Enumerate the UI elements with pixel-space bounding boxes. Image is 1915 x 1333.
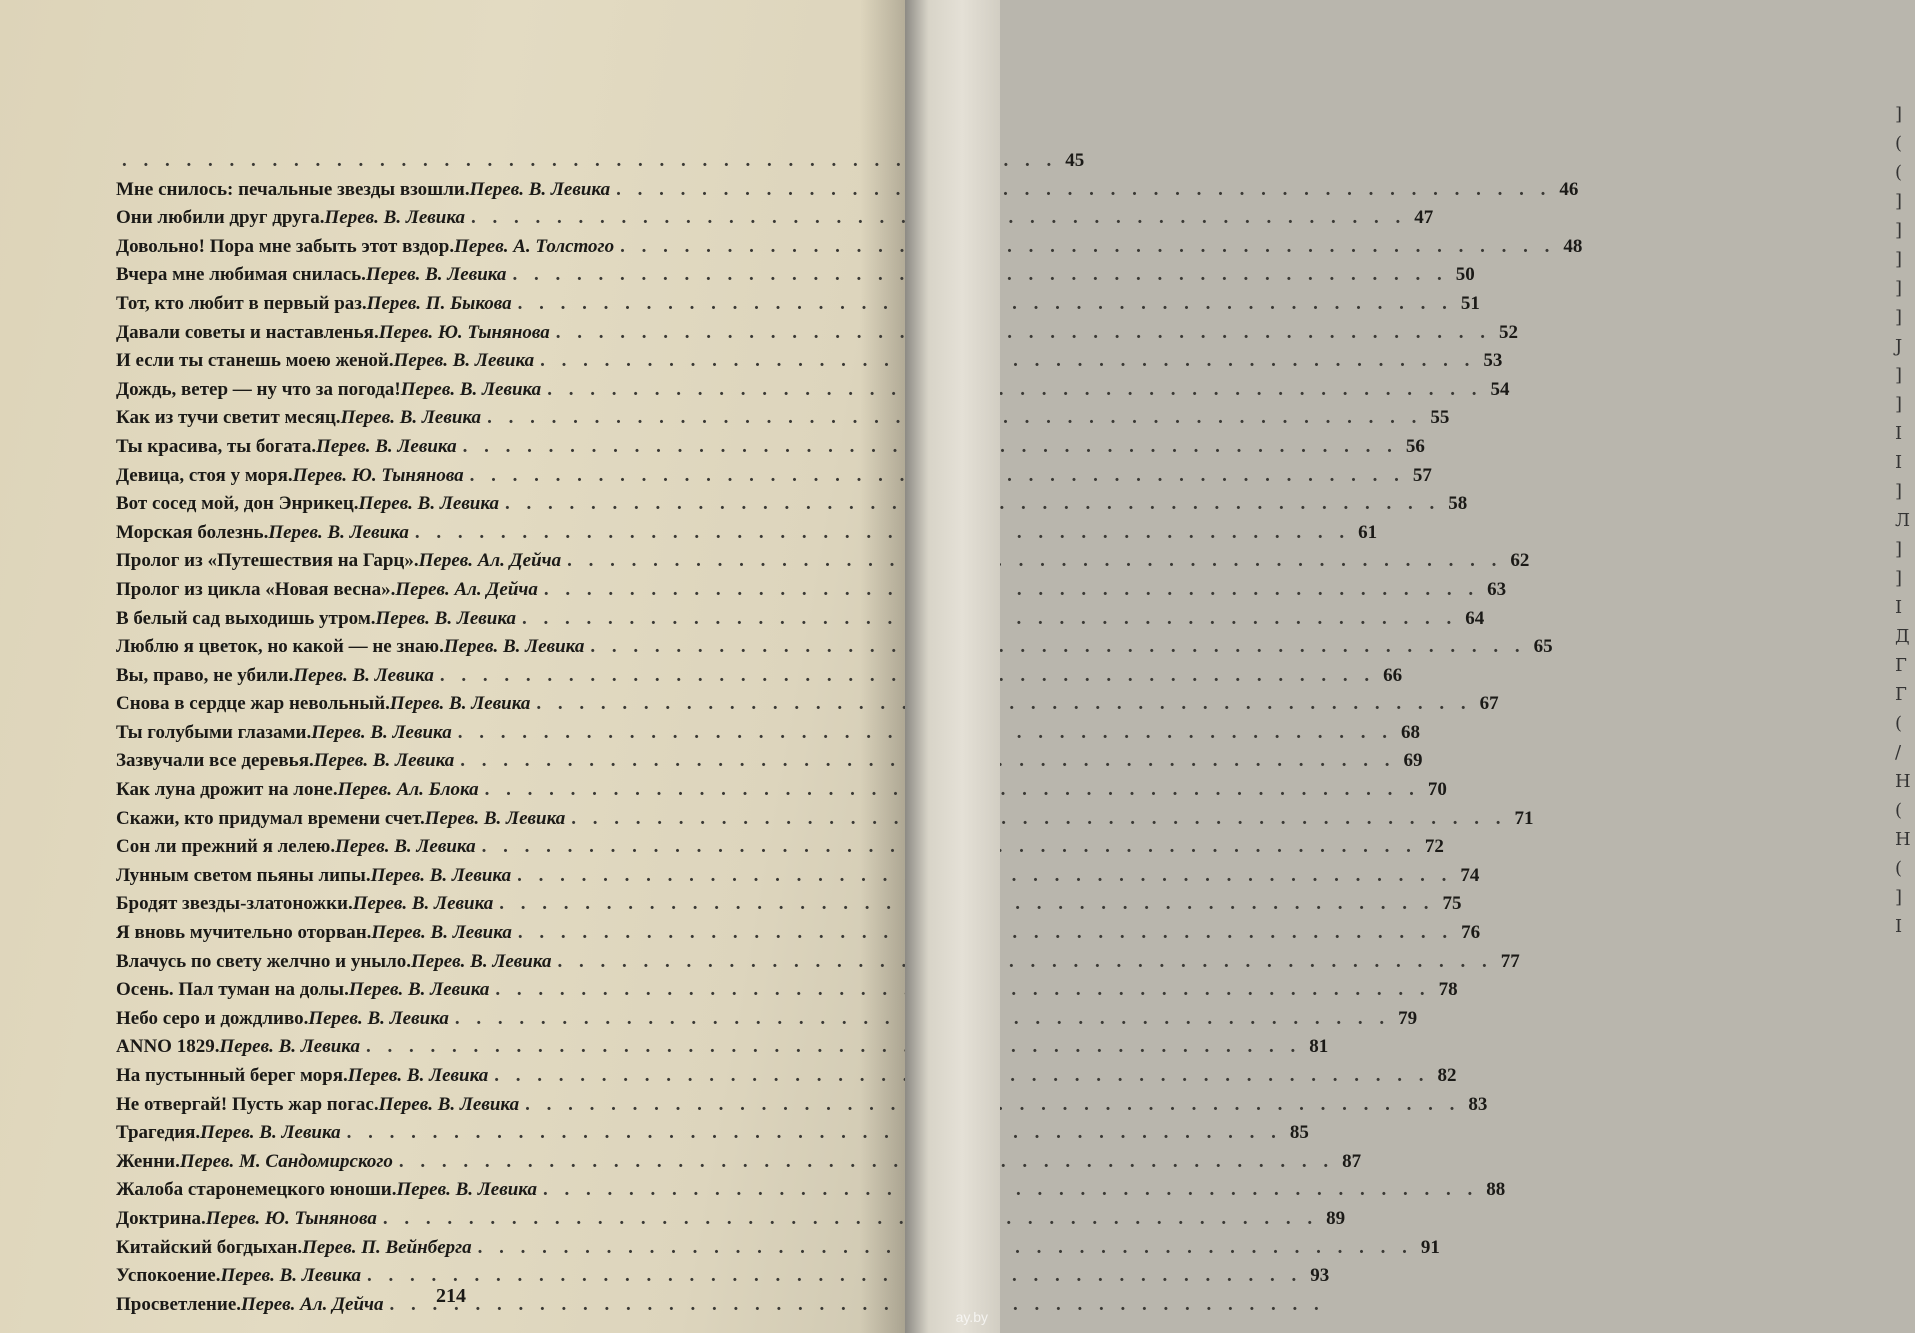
- dot-leader: [390, 1294, 1325, 1316]
- toc-row: [116, 1036, 1329, 1065]
- toc-title: Доктрина.: [116, 1207, 206, 1229]
- toc-title: Жалоба старонемецкого юноши.: [116, 1179, 397, 1201]
- toc-page-number: 77: [1500, 950, 1520, 972]
- toc-row: [116, 407, 1450, 436]
- toc-page-number: 64: [1465, 607, 1485, 629]
- facing-letter: ]: [1895, 278, 1903, 299]
- toc-translator: Перев. В. Левика: [313, 750, 455, 772]
- toc-row: [116, 750, 1423, 779]
- facing-letter: ]: [1895, 365, 1903, 386]
- toc-translator: Перев. В. Левика: [371, 922, 512, 944]
- dot-leader: [367, 1265, 1302, 1287]
- toc-title: Осень. Пал туман на долы.: [116, 979, 349, 1001]
- toc-page-number: 85: [1289, 1122, 1309, 1144]
- facing-letter: ]: [1895, 220, 1903, 241]
- dot-leader: [571, 808, 1506, 830]
- facing-letter: Н: [1895, 829, 1911, 850]
- toc-title: Они любили друг друга.: [116, 207, 325, 229]
- toc-translator: Перев. В. Левика: [375, 607, 517, 629]
- toc-page-number: 93: [1310, 1265, 1330, 1287]
- page-number: 214: [436, 1285, 466, 1307]
- toc-page-number: 45: [1065, 150, 1085, 171]
- facing-letter: I: [1895, 452, 1903, 473]
- toc-translator: Перев. В. Левика: [340, 407, 482, 429]
- toc-title: Давали советы и наставленья.: [116, 321, 379, 343]
- toc-page-number: 69: [1403, 750, 1423, 772]
- toc-row: [116, 207, 1434, 236]
- toc-page-number: 76: [1461, 922, 1481, 944]
- toc-page-number: 53: [1483, 350, 1503, 372]
- toc-translator: Перев. В. Левика: [443, 636, 585, 658]
- dot-leader: [567, 550, 1502, 572]
- toc-title: Вот сосед мой, дон Энрикец.: [116, 493, 359, 515]
- toc-page-number: 83: [1468, 1093, 1488, 1115]
- toc-page-number: 52: [1499, 321, 1518, 343]
- toc-row: [116, 836, 1444, 865]
- toc-translator: Перев. В. Левика: [393, 350, 535, 372]
- toc-page-number: 62: [1510, 550, 1530, 572]
- facing-letter: I: [1895, 916, 1903, 937]
- toc-translator: Перев. В. Левика: [308, 1007, 449, 1029]
- facing-letter: (: [1895, 162, 1903, 183]
- toc-row: [116, 521, 1378, 551]
- toc-title: Люблю я цветок, но какой — не знаю.: [116, 636, 444, 658]
- toc-row: [116, 264, 1475, 293]
- facing-letter: Н: [1895, 771, 1911, 792]
- facing-letter: ]: [1895, 191, 1903, 212]
- dot-leader: [366, 1036, 1301, 1058]
- toc-row: [116, 321, 1518, 351]
- toc-row: [116, 292, 1480, 322]
- toc-title: Ты красива, ты богата.: [116, 435, 317, 457]
- toc-translator: Перев. В. Левика: [316, 435, 457, 457]
- dot-leader: [556, 322, 1491, 344]
- toc-page-number: 71: [1514, 807, 1534, 829]
- facing-letter: ]: [1895, 887, 1903, 908]
- toc-title: Влачусь по свету желчно и уныло.: [116, 950, 412, 972]
- toc-page-number: 55: [1430, 407, 1450, 429]
- toc-row: [116, 493, 1468, 522]
- toc-translator: Перев. В. Левика: [400, 378, 542, 400]
- facing-letter: (: [1895, 133, 1903, 154]
- toc-title: Ты голубыми глазами.: [116, 721, 312, 743]
- toc-page-number: 82: [1437, 1065, 1457, 1086]
- toc-title: Как луна дрожит на лоне.: [116, 779, 338, 801]
- facing-letter: ]: [1895, 307, 1903, 328]
- toc-row: [116, 721, 1420, 751]
- toc-translator: Перев. Ал. Дейча: [418, 550, 562, 572]
- toc-translator: Перев. Ал. Блока: [337, 779, 479, 801]
- facing-letter: (: [1895, 713, 1903, 734]
- toc-title: Небо серо и дождливо.: [116, 1007, 309, 1029]
- toc-page-number: 75: [1442, 893, 1462, 915]
- toc-row: [116, 950, 1520, 980]
- toc-page-number: 58: [1448, 493, 1468, 515]
- toc-translator: Перев. В. Левика: [347, 1065, 489, 1086]
- toc-page-number: 66: [1383, 664, 1403, 686]
- toc-translator: Перев. Ю. Тынянова: [292, 464, 464, 486]
- toc-title: Мне снилось: печальные звезды взошли.: [116, 178, 470, 200]
- dot-leader: [536, 693, 1471, 715]
- toc-row: [116, 378, 1510, 408]
- toc-translator: Перев. В. Левика: [469, 178, 611, 200]
- toc-title: Вчера мне любимая снилась.: [116, 264, 366, 286]
- toc-title: Трагедия.: [116, 1122, 201, 1144]
- facing-letter: Г: [1895, 655, 1907, 676]
- facing-letter: /: [1895, 742, 1902, 763]
- toc-row: [116, 893, 1462, 922]
- toc-page-number: 70: [1427, 779, 1447, 801]
- toc-row: [116, 464, 1432, 494]
- toc-title: Как из тучи светит месяц.: [116, 407, 341, 429]
- toc-row: [116, 864, 1480, 894]
- toc-translator: Перев. В. Левика: [348, 979, 490, 1001]
- toc-title: Морская болезнь.: [116, 521, 269, 543]
- toc-title: Пролог из «Путешествия на Гарц».: [116, 550, 419, 572]
- toc-page-number: 74: [1460, 864, 1480, 886]
- toc-title: Дождь, ветер — ну что за погода!: [116, 378, 401, 400]
- dot-leader: [399, 1151, 1334, 1173]
- toc-title: На пустынный берег моря.: [116, 1065, 348, 1086]
- toc-translator: Перев. П. Быкова: [366, 292, 512, 314]
- toc-translator: Перев. В. Левика: [200, 1122, 341, 1144]
- facing-letter: Ј: [1895, 336, 1903, 357]
- dot-leader: [547, 379, 1482, 401]
- toc-row: [116, 607, 1485, 637]
- toc-translator: Перев. Ал. Дейча: [395, 578, 538, 600]
- toc-page-number: 61: [1358, 521, 1378, 543]
- toc-page-number: 48: [1563, 235, 1583, 257]
- toc-row: [116, 979, 1458, 1008]
- facing-letter: Л: [1895, 510, 1911, 531]
- toc-translator: Перев. В. Левика: [389, 693, 531, 715]
- dot-leader: [620, 236, 1555, 258]
- facing-letter: Д: [1895, 626, 1910, 647]
- toc-page-number: 91: [1420, 1236, 1440, 1258]
- toc-page-number: 65: [1533, 636, 1553, 658]
- toc-row: [116, 578, 1507, 608]
- toc-page-number: 81: [1309, 1036, 1329, 1058]
- toc-row: [116, 1179, 1506, 1208]
- toc-row: [116, 693, 1499, 722]
- toc-title: Скажи, кто придумал времени счет.: [116, 807, 425, 829]
- toc-row: [116, 150, 1085, 179]
- toc-translator: Перев. Ю. Тынянова: [378, 321, 550, 343]
- toc-title: Довольно! Пора мне забыть этот вздор.: [116, 235, 455, 257]
- toc-translator: Перев. В. Левика: [324, 207, 466, 229]
- toc-translator: Перев. В. Левика: [352, 893, 494, 915]
- toc-title: Вы, право, не убили.: [116, 664, 294, 686]
- toc-page-number: 47: [1414, 207, 1434, 229]
- facing-letter: ]: [1895, 394, 1903, 415]
- toc-title: Бродят звезды-златоножки.: [116, 893, 353, 915]
- watermark: ay.by: [955, 1309, 988, 1325]
- toc-title: Пролог из цикла «Новая весна».: [116, 578, 396, 600]
- dot-leader: [415, 522, 1350, 544]
- toc-row: [116, 350, 1503, 379]
- facing-letter: ]: [1895, 539, 1903, 560]
- toc-title: Я вновь мучительно оторван.: [116, 922, 372, 944]
- toc-row: [116, 1236, 1440, 1266]
- dot-leader: [543, 1179, 1478, 1201]
- dot-leader: [540, 350, 1475, 372]
- dot-leader: [544, 579, 1479, 601]
- toc-translator: Перев. Ал. Дейча: [241, 1293, 384, 1315]
- toc-page-number: 54: [1490, 378, 1510, 400]
- toc-translator: Перев. Ю. Тынянова: [205, 1207, 377, 1229]
- toc-translator: Перев. В. Левика: [411, 950, 552, 972]
- toc-translator: Перев. В. Левика: [293, 664, 434, 686]
- facing-letter: (: [1895, 858, 1903, 879]
- dot-leader: [616, 179, 1551, 201]
- toc-translator: Перев. В. Левика: [219, 1036, 360, 1058]
- toc-translator: Перев. А. Толстого: [454, 235, 615, 257]
- toc-row: [116, 1065, 1457, 1094]
- toc-page-number: 89: [1326, 1207, 1346, 1229]
- toc-page-number: 51: [1460, 292, 1480, 314]
- facing-letter: Г: [1895, 684, 1907, 705]
- toc-page-number: 67: [1479, 693, 1499, 715]
- toc-row: [116, 1122, 1309, 1151]
- toc-title: Не отвергай! Пусть жар погас.: [116, 1093, 379, 1115]
- toc-translator: Перев. В. Левика: [424, 807, 566, 829]
- toc-title: Лунным светом пьяны липы.: [116, 864, 371, 886]
- toc-page-number: 46: [1559, 178, 1579, 200]
- toc-row: [116, 1007, 1418, 1037]
- facing-page-letters: [1895, 100, 1915, 1100]
- toc-page-number: 87: [1342, 1150, 1362, 1172]
- toc-translator: Перев. В. Левика: [335, 836, 476, 858]
- toc-page-number: 57: [1412, 464, 1432, 486]
- toc-row: [116, 235, 1583, 265]
- toc-title: ANNO 1829.: [116, 1036, 220, 1058]
- toc-translator: Перев. В. Левика: [396, 1179, 537, 1201]
- toc-translator: Перев. В. Левика: [220, 1265, 361, 1287]
- facing-letter: ]: [1895, 249, 1903, 270]
- toc-page-number: 56: [1405, 435, 1425, 457]
- toc-title: И если ты станешь моею женой.: [116, 350, 394, 372]
- toc-row: [116, 664, 1403, 694]
- facing-letter: ]: [1895, 104, 1903, 125]
- toc-row: [116, 550, 1530, 579]
- toc-translator: Перев. В. Левика: [365, 264, 507, 286]
- toc-page-number: 79: [1398, 1007, 1418, 1029]
- toc-translator: Перев. В. Левика: [311, 721, 452, 743]
- toc-row: [116, 779, 1447, 808]
- dot-leader: [383, 1208, 1318, 1230]
- toc-title: Зазвучали все деревья.: [116, 750, 314, 772]
- toc-title: Успокоение.: [116, 1265, 221, 1287]
- toc-row: [116, 922, 1481, 951]
- toc-title: Просветление.: [116, 1293, 242, 1315]
- toc-translator: Перев. В. Левика: [378, 1093, 520, 1115]
- facing-letter: ]: [1895, 481, 1903, 502]
- toc-row: [116, 1207, 1346, 1237]
- toc-title: Сон ли прежний я лелею.: [116, 836, 336, 858]
- toc-page-number: 50: [1455, 264, 1475, 286]
- toc-title: В белый сад выходишь утром.: [116, 607, 376, 629]
- toc-translator: Перев. П. Вейнберга: [302, 1236, 472, 1258]
- toc-row: [116, 178, 1579, 208]
- toc-row: [116, 636, 1553, 665]
- toc-page-number: 63: [1487, 578, 1507, 600]
- toc-title: Китайский богдыхан.: [116, 1236, 303, 1258]
- toc-page-number: 88: [1486, 1179, 1506, 1201]
- toc-translator: Перев. В. Левика: [370, 864, 512, 886]
- toc-page-number: 78: [1438, 979, 1458, 1001]
- dot-leader: [590, 636, 1525, 658]
- toc-title: Женни.: [116, 1150, 180, 1172]
- dot-leader: [558, 951, 1493, 973]
- facing-letter: (: [1895, 800, 1903, 821]
- facing-letter: I: [1895, 423, 1903, 444]
- toc-title: Снова в сердце жар невольный.: [116, 693, 390, 715]
- toc-title: Девица, стоя у моря.: [116, 464, 293, 486]
- toc-row: [116, 1150, 1362, 1180]
- toc-row: [116, 807, 1534, 837]
- toc-translator: Перев. В. Левика: [268, 521, 409, 543]
- facing-letter: I: [1895, 597, 1903, 618]
- toc-translator: Перев. М. Сандомирского: [179, 1150, 393, 1172]
- toc-row: [116, 435, 1425, 465]
- toc-page-number: 72: [1424, 836, 1444, 858]
- toc-page-number: 68: [1400, 721, 1420, 743]
- toc-row: [116, 1093, 1488, 1123]
- toc-translator: Перев. В. Левика: [358, 493, 500, 515]
- facing-letter: ]: [1895, 568, 1903, 589]
- toc-title: Тот, кто любит в первый раз.: [116, 292, 367, 314]
- dot-leader: [347, 1122, 1282, 1144]
